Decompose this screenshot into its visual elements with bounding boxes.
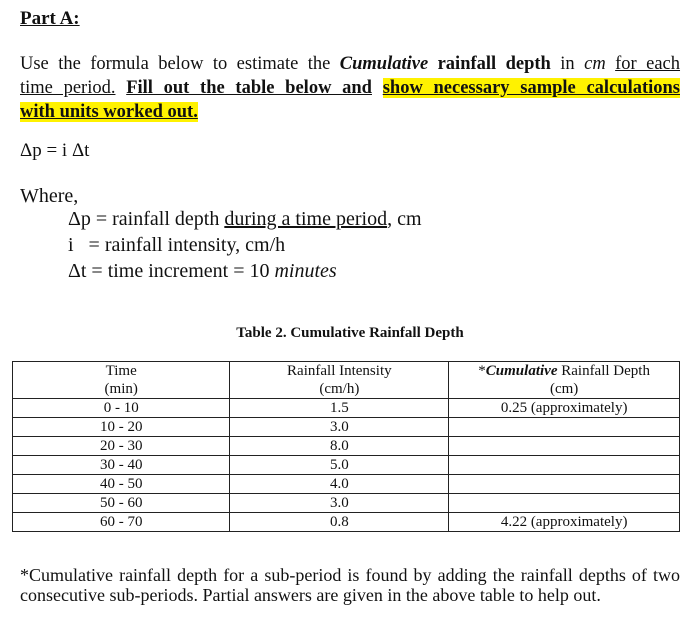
cell-depth: 0.25 (approximately): [449, 399, 680, 418]
header-depth-unit: (cm): [449, 380, 680, 399]
cell-time: 60 - 70: [13, 513, 230, 532]
cell-depth: [449, 437, 680, 456]
instr-units-worked-out: with units worked out.: [20, 102, 198, 122]
instructions-line-2: [20, 76, 680, 100]
header-depth-rest: Rainfall Depth: [557, 363, 650, 379]
cell-intensity: 3.0: [230, 494, 449, 513]
cell-depth: [449, 418, 680, 437]
cell-time: 40 - 50: [13, 475, 230, 494]
where-label: Where,: [20, 185, 79, 207]
definition-delta-p: [68, 208, 422, 231]
cell-time: 0 - 10: [13, 399, 230, 418]
instructions-line-1: [20, 52, 680, 76]
table-header-row-1: [13, 362, 680, 381]
instr-show-calculations: show necessary sample calculations: [382, 78, 680, 98]
instr-space-2: [115, 78, 126, 98]
def1-unit: , cm: [387, 208, 422, 230]
table-header-row-2: [13, 380, 680, 399]
table-row: [13, 475, 680, 494]
instr-in: in: [550, 54, 585, 74]
cell-time: 20 - 30: [13, 437, 230, 456]
instr-space-3: [372, 78, 383, 98]
table-row: [13, 513, 680, 532]
header-intensity: Rainfall Intensity: [230, 362, 449, 381]
table-row: [13, 437, 680, 456]
table-row: [13, 418, 680, 437]
header-time-unit: (min): [13, 380, 230, 399]
header-depth-cumulative: Cumulative: [485, 363, 558, 379]
instructions-paragraph: [20, 52, 680, 124]
table-row: [13, 494, 680, 513]
cell-depth: [449, 494, 680, 513]
table-caption: Table 2. Cumulative Rainfall Depth: [236, 325, 464, 341]
header-intensity-unit: (cm/h): [230, 380, 449, 399]
footnote: *Cumulative rainfall depth for a sub-period is found by adding the rainfall depths of two consecutive sub-periods. Partial answers are given in the above table to help out.: [20, 565, 680, 605]
rainfall-table: [12, 361, 680, 532]
table-row: [13, 456, 680, 475]
instructions-line-3: [20, 100, 680, 124]
cell-time: 30 - 40: [13, 456, 230, 475]
cell-time: 50 - 60: [13, 494, 230, 513]
table-row: [13, 399, 680, 418]
cell-intensity: 4.0: [230, 475, 449, 494]
instr-cumulative: Cumulative: [339, 54, 429, 74]
header-depth-star: *: [478, 363, 486, 379]
def3-text: Δt = time increment = 10: [68, 260, 275, 282]
part-heading: Part A:: [20, 8, 80, 29]
instr-space: [606, 54, 615, 74]
header-depth: [449, 362, 680, 381]
def1-underlined: during a time period: [224, 208, 388, 230]
cell-depth: [449, 456, 680, 475]
instr-for-each: for each: [615, 54, 681, 74]
definition-delta-t: [68, 260, 337, 283]
instr-time-period: time period.: [20, 78, 116, 98]
instr-cm: cm: [584, 54, 606, 74]
header-time: Time: [13, 362, 230, 381]
cell-intensity: 1.5: [230, 399, 449, 418]
cell-intensity: 3.0: [230, 418, 449, 437]
instr-fill-out: Fill out the table below and: [126, 78, 372, 98]
cell-depth: 4.22 (approximately): [449, 513, 680, 532]
formula: Δp = i Δt: [20, 140, 90, 161]
definition-i: i = rainfall intensity, cm/h: [68, 234, 286, 256]
cell-depth: [449, 475, 680, 494]
cell-intensity: 8.0: [230, 437, 449, 456]
def1-text: Δp = rainfall depth: [68, 208, 225, 230]
instr-rainfall-depth: rainfall depth: [428, 54, 551, 74]
def3-minutes: minutes: [274, 260, 337, 282]
instr-text-1: Use the formula below to estimate the: [20, 54, 340, 74]
cell-intensity: 0.8: [230, 513, 449, 532]
cell-intensity: 5.0: [230, 456, 449, 475]
cell-time: 10 - 20: [13, 418, 230, 437]
